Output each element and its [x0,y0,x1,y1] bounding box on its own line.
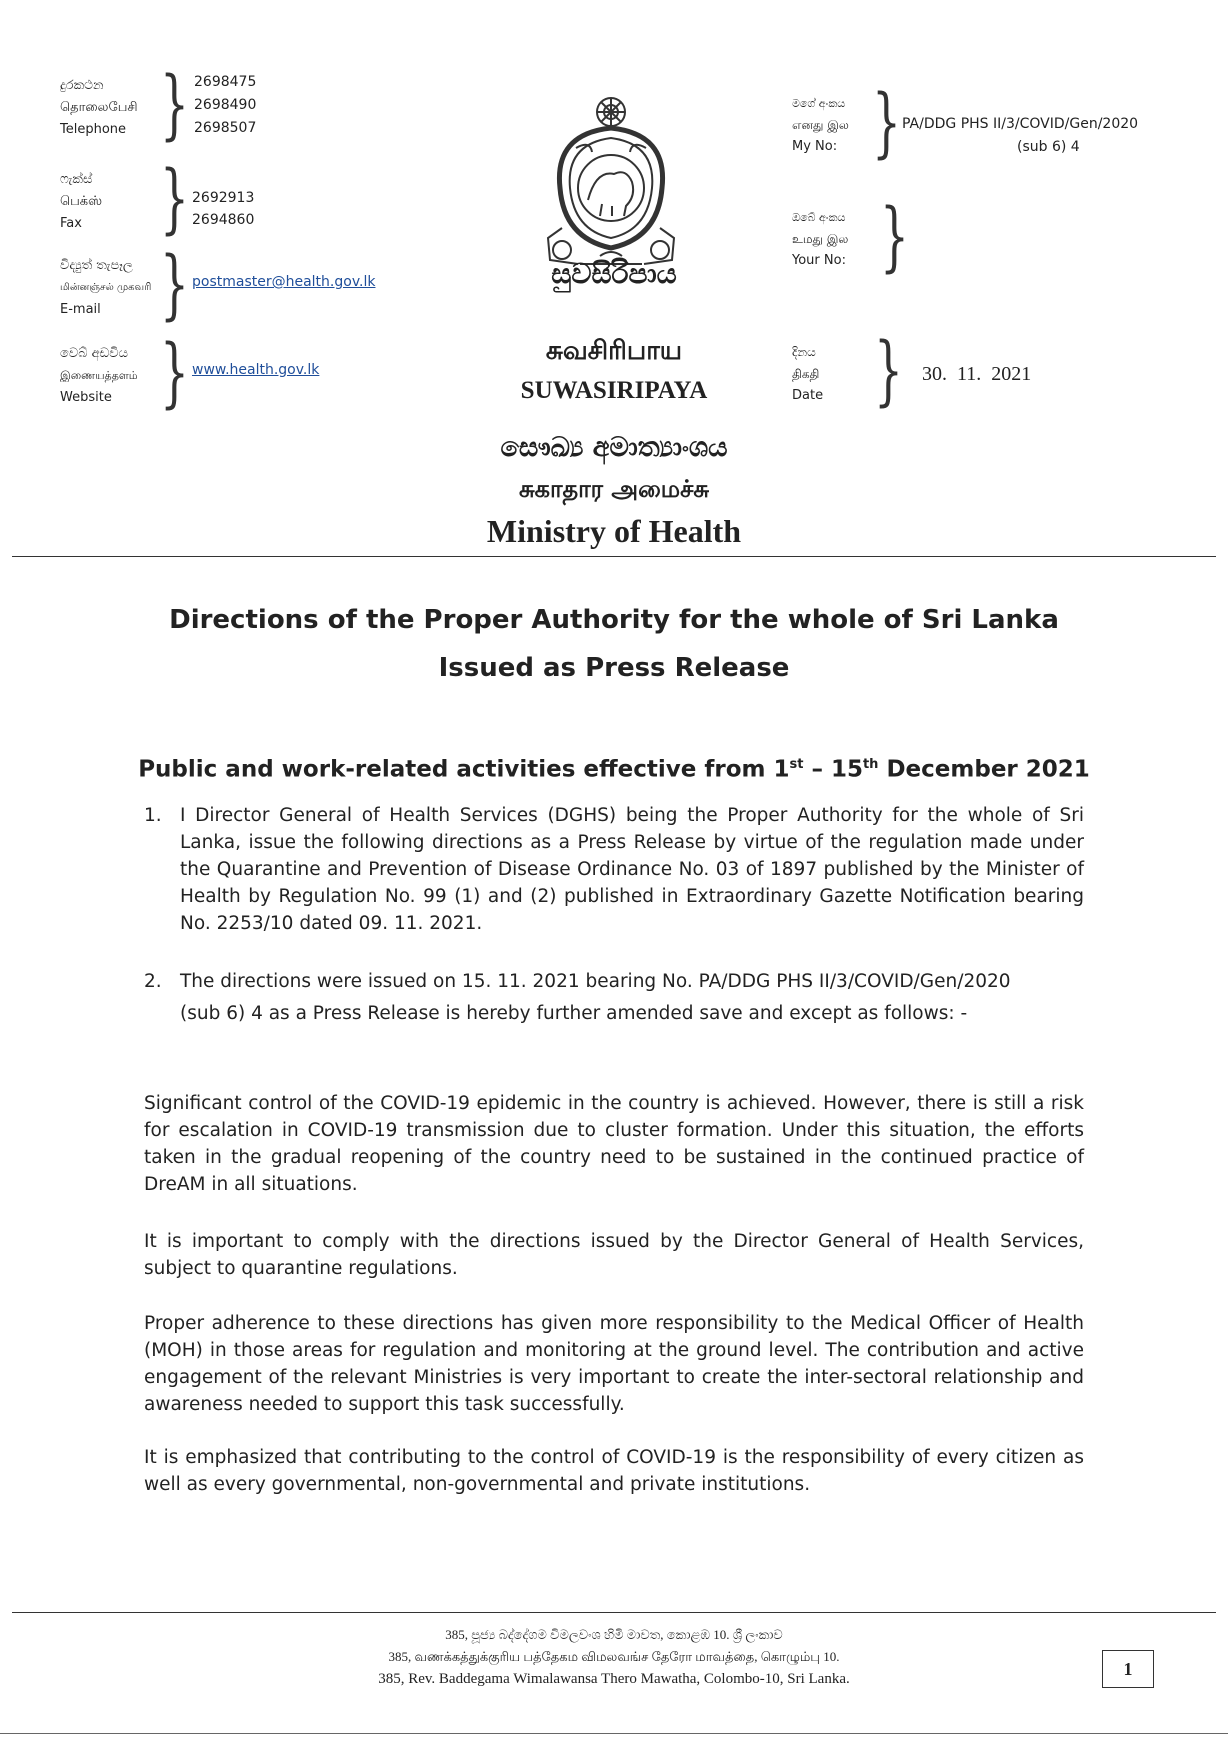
body-paragraph: Proper adherence to these directions has given more responsibility to the Medical Officer of Health (MOH) in those areas for regulation and monitoring at the ground level. The contribution and active engagement of the relevant Ministries is very important to create the inter-sectoral relationship and awareness needed to support this task successfully. [144,1313,1084,1415]
telephone-block [60,59,300,148]
list-item-number: 1. [144,805,162,826]
page-number: 1 [1102,1650,1154,1688]
subtitle-post: December 2021 [878,756,1090,783]
your-no-label-si: ඔබේ අංකය [792,211,846,224]
date-label-ta: திகதி [792,367,820,381]
footer-address-si: 385, පූජ්‍ය බද්දේගම විමලවංශ හිමි මාවත, කොළඹ 10. ශ්‍රී ලංකාව [445,1627,783,1642]
building-name-ta: சுவசிரிபாய [545,336,683,366]
date-label-en: Date [792,388,824,403]
list-item-text: I Director General of Health Services (DGHS) being the Proper Authority for the whole of Sri Lanka, issue the following directions as a Press Release by virtue of the regulation made under the Quarantine and Prevention of Disease Ordinance No. 03 of 1897 published by the Minister of Health by Regulation No. 99 (1) and (2) published in Extraordinary Gazette Notification bearing No. 2253/10 dated 09. 11. 2021. [180,805,1084,934]
brace-icon: } [160,239,190,328]
ministry-name-en: Ministry of Health [486,513,742,549]
ministry-name-ta: சுகாதார அமைச்சு [518,475,710,503]
list-item-text-line1: The directions were issued on 15. 11. 2021 bearing No. PA/DDG PHS II/3/COVID/Gen/2020 [180,971,1011,992]
telephone-label-si: දුරකථන [60,78,104,93]
email-label-si: විද්‍යුත් තැපෑල [60,258,133,273]
brace-icon: } [160,59,190,148]
fax-2: 2694860 [192,212,255,228]
website-label-ta: இணையத்தளம் [60,369,138,382]
website-link[interactable]: www.health.gov.lk [192,362,320,378]
brace-icon: } [880,191,910,280]
my-no-value-line2: (sub 6) 4 [1017,139,1080,155]
website-label-si: වෙබ් අඩවිය [60,346,128,361]
bottom-edge-line [0,1733,1228,1734]
date-block [792,325,1092,414]
brace-icon: } [874,325,904,414]
email-label-ta: மின்னஞ்சல் முகவரி [60,282,152,293]
body-paragraph: Significant control of the COVID-19 epidemic in the country is achieved. However, there is still a risk for escalation in COVID-19 transmission due to cluster formation. Under this situation, the efforts taken in the gradual reopening of the country need to be sustained in the continued practice of DreAM in all situations. [144,1093,1084,1195]
email-label-en: E-mail [60,302,101,317]
national-emblem-icon [540,88,682,274]
email-block [60,239,390,328]
your-no-block [792,191,1092,280]
subtitle-sup1: st [789,757,804,772]
body-paragraph: It is emphasized that contributing to the control of COVID-19 is the responsibility of every citizen as well as every governmental, non-governmental and private institutions. [144,1447,1084,1495]
website-label-en: Website [60,390,112,405]
footer-address-ta: 385, வணக்கத்துக்குரிய பத்தேகம விமலவங்ச தேரோ மாவத்தை, கொழும்பு 10. [388,1649,840,1664]
telephone-3: 2698507 [194,120,257,136]
document-title-line1: Directions of the Proper Authority for the whole of Sri Lanka [169,605,1059,635]
document-subtitle [40,748,1188,787]
fax-1: 2692913 [192,190,255,206]
ministry-name-si: සෞඛ්‍ය අමාත්‍යාංශය [500,432,728,463]
subtitle-mid: – 15 [803,756,863,783]
sri-lanka-emblem [540,88,682,274]
list-item-number: 2. [144,971,162,992]
your-no-label-en: Your No: [792,253,846,268]
telephone-2: 2698490 [194,97,257,113]
brace-icon: } [160,327,190,416]
your-no-label-ta: உமது இல [792,232,849,246]
my-no-label-si: මගේ අංකය [792,97,846,110]
my-no-value-line1: PA/DDG PHS II/3/COVID/Gen/2020 [902,116,1139,132]
brace-icon: } [160,153,190,242]
body-paragraph: It is important to comply with the directions issued by the Director General of Health Services, subject to quarantine regulations. [144,1231,1084,1279]
brace-icon: } [872,77,902,166]
header-divider [12,556,1216,557]
telephone-1: 2698475 [194,74,257,90]
building-name-en: SUWASIRIPAYA [520,377,708,404]
fax-label-si: ෆැක්ස් [60,172,93,187]
subtitle-sup2: th [862,757,879,772]
fax-label-ta: பெக்ஸ் [60,194,103,209]
my-no-label-ta: எனது இல [792,118,849,132]
telephone-label-en: Telephone [60,122,127,137]
footer-divider [12,1612,1216,1613]
footer-address-en: 385, Rev. Baddegama Wimalawansa Thero Mawatha, Colombo-10, Sri Lanka. [378,1671,850,1687]
date-label-si: දිනය [792,345,816,359]
email-link[interactable]: postmaster@health.gov.lk [192,274,376,290]
building-name-si: සුවසිරිපාය [551,257,677,290]
fax-label-en: Fax [60,216,82,231]
list-item-text-line2: (sub 6) 4 as a Press Release is hereby further amended save and except as follows: - [180,1003,968,1024]
document-title-line2: Issued as Press Release [438,653,790,683]
telephone-label-ta: தொலைபேசி [60,100,138,115]
my-no-block [792,77,1212,166]
fax-block [60,153,300,242]
date-value: 30. 11. 2021 [922,363,1032,385]
subtitle-pre: Public and work-related activities effective from 1 [138,756,790,783]
website-block [60,327,390,416]
my-no-label-en: My No: [792,139,838,154]
